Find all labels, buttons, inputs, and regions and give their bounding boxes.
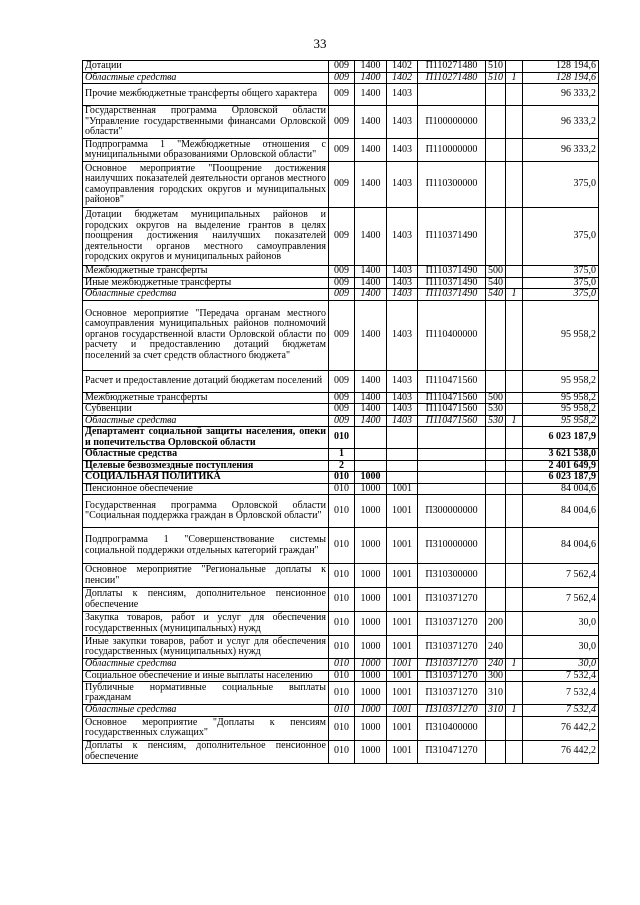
table-cell-name: Публичные нормативные социальные выплаты гражданам [83,682,329,705]
table-cell-subsection: 1001 [387,483,418,495]
table-cell-amount: 30,0 [523,612,599,636]
table-cell-target-article [418,84,486,106]
table-cell-grbs: 010 [329,682,355,705]
table-cell-expense-type: 510 [486,61,506,73]
table-cell-grbs: 010 [329,588,355,612]
table-row [83,740,599,763]
table-cell-target-article [418,460,486,472]
table-cell-section: 1000 [355,588,387,612]
table-cell-target-article: П110471560 [418,370,486,392]
table-row [83,472,599,484]
table-cell-grbs: 010 [329,636,355,659]
table-row [83,449,599,461]
table-cell-source [506,162,523,208]
table-cell-source [506,740,523,763]
table-cell-target-article: П300000000 [418,495,486,528]
table-cell-target-article: П310371270 [418,705,486,717]
table-cell-subsection: 1001 [387,705,418,717]
table-cell-section: 1400 [355,266,387,278]
table-cell-target-article: П110371490 [418,266,486,278]
table-row [83,266,599,278]
table-cell-target-article: П110471560 [418,404,486,416]
table-cell-section: 1000 [355,472,387,484]
table-cell-target-article: П310471270 [418,740,486,763]
table-row [83,564,599,588]
table-cell-expense-type [486,528,506,564]
table-cell-expense-type [486,162,506,208]
table-row [83,300,599,370]
table-cell-target-article: П310000000 [418,528,486,564]
table-cell-section: 1000 [355,740,387,763]
table-row [83,139,599,162]
table-cell-grbs: 010 [329,659,355,671]
table-cell-section: 1400 [355,300,387,370]
table-cell-name: Основное мероприятие "Региональные доплаты к пенсии" [83,564,329,588]
table-row [83,716,599,740]
table-cell-subsection: 1001 [387,564,418,588]
table-cell-target-article: П110271480 [418,72,486,84]
table-cell-grbs: 009 [329,300,355,370]
table-cell-source: 1 [506,415,523,427]
table-cell-expense-type: 530 [486,415,506,427]
table-cell-amount: 128 194,6 [523,61,599,73]
table-cell-amount: 95 958,2 [523,392,599,404]
table-row [83,495,599,528]
table-cell-name: Субвенции [83,404,329,416]
table-row [83,208,599,266]
table-cell-subsection: 1402 [387,72,418,84]
table-cell-grbs: 009 [329,266,355,278]
table-cell-expense-type: 500 [486,266,506,278]
table-cell-expense-type: 510 [486,72,506,84]
table-cell-subsection: 1403 [387,289,418,301]
table-cell-grbs: 009 [329,370,355,392]
table-cell-expense-type: 200 [486,612,506,636]
table-cell-source [506,716,523,740]
table-cell-target-article: П110300000 [418,162,486,208]
table-cell-name: Основное мероприятие "Передача органам местного самоуправления муниципальных районов полномочий органов государственной власти Орловской области по расчету и предоставлению дотаций бюджетам поселений за счет средств областного бюджета" [83,300,329,370]
table-cell-subsection: 1001 [387,588,418,612]
table-cell-section: 1400 [355,162,387,208]
table-cell-target-article: П110471560 [418,415,486,427]
table-cell-name: Иные межбюджетные трансферты [83,277,329,289]
table-cell-target-article: П310371270 [418,636,486,659]
table-cell-target-article: П110471560 [418,392,486,404]
table-cell-grbs: 010 [329,705,355,717]
table-cell-grbs: 009 [329,404,355,416]
table-cell-expense-type: 310 [486,705,506,717]
table-cell-name: Областные средства [83,72,329,84]
table-row [83,106,599,139]
table-cell-source [506,528,523,564]
table-cell-amount: 95 958,2 [523,300,599,370]
table-cell-amount: 96 333,2 [523,106,599,139]
table-cell-subsection: 1001 [387,716,418,740]
table-cell-expense-type: 240 [486,659,506,671]
table-cell-subsection: 1001 [387,659,418,671]
table-cell-grbs: 009 [329,106,355,139]
table-row [83,682,599,705]
table-cell-source [506,483,523,495]
table-cell-grbs: 009 [329,277,355,289]
table-cell-source: 1 [506,659,523,671]
table-cell-amount: 95 958,2 [523,370,599,392]
table-cell-expense-type [486,588,506,612]
table-cell-section: 1400 [355,208,387,266]
table-cell-name: Основное мероприятие "Доплаты к пенсиям государственных служащих" [83,716,329,740]
table-cell-subsection: 1001 [387,636,418,659]
table-cell-grbs: 010 [329,528,355,564]
table-cell-amount: 7 562,4 [523,588,599,612]
table-cell-amount: 6 023 187,9 [523,427,599,449]
table-cell-expense-type [486,449,506,461]
table-cell-amount: 30,0 [523,636,599,659]
table-cell-target-article: П110400000 [418,300,486,370]
table-cell-subsection: 1001 [387,740,418,763]
table-cell-expense-type: 540 [486,289,506,301]
table-cell-name: Доплаты к пенсиям, дополнительное пенсионное обеспечение [83,740,329,763]
table-cell-name: Областные средства [83,659,329,671]
table-cell-target-article: П310371270 [418,670,486,682]
table-cell-name: Дотации [83,61,329,73]
table-cell-expense-type: 530 [486,404,506,416]
table-cell-grbs: 009 [329,415,355,427]
table-cell-expense-type [486,460,506,472]
table-cell-amount: 7 562,4 [523,564,599,588]
table-cell-amount: 96 333,2 [523,84,599,106]
table-cell-section: 1000 [355,612,387,636]
table-cell-grbs: 010 [329,483,355,495]
budget-table [82,60,599,764]
table-cell-source: 1 [506,705,523,717]
table-cell-amount: 95 958,2 [523,404,599,416]
table-cell-amount: 84 004,6 [523,528,599,564]
table-row [83,404,599,416]
table-cell-expense-type: 240 [486,636,506,659]
table-cell-name: Пенсионное обеспечение [83,483,329,495]
table-row [83,528,599,564]
table-cell-grbs: 009 [329,392,355,404]
table-row [83,370,599,392]
table-cell-subsection: 1403 [387,370,418,392]
table-cell-target-article: П310371270 [418,588,486,612]
table-cell-target-article [418,472,486,484]
table-cell-source [506,139,523,162]
table-cell-source: 1 [506,289,523,301]
table-cell-section [355,449,387,461]
table-cell-source [506,564,523,588]
table-cell-expense-type: 300 [486,670,506,682]
table-cell-target-article: П310371270 [418,682,486,705]
table-row [83,415,599,427]
table-cell-grbs: 009 [329,139,355,162]
table-cell-amount: 7 532,4 [523,670,599,682]
table-cell-target-article: П100000000 [418,106,486,139]
table-cell-expense-type: 500 [486,392,506,404]
table-cell-subsection: 1403 [387,415,418,427]
table-cell-section [355,460,387,472]
table-cell-amount: 76 442,2 [523,740,599,763]
table-cell-target-article: П110371490 [418,277,486,289]
table-cell-amount: 96 333,2 [523,139,599,162]
table-cell-amount: 76 442,2 [523,716,599,740]
table-cell-subsection: 1403 [387,139,418,162]
table-cell-grbs: 010 [329,612,355,636]
table-cell-grbs: 009 [329,289,355,301]
table-cell-grbs: 010 [329,472,355,484]
table-cell-name: Основное мероприятие "Поощрение достижения наилучших показателей деятельности органов местного самоуправления городских округов и муниципальных районов" [83,162,329,208]
table-cell-expense-type [486,483,506,495]
table-cell-source [506,277,523,289]
table-cell-name: Межбюджетные трансферты [83,392,329,404]
table-row [83,427,599,449]
table-cell-subsection [387,449,418,461]
table-cell-source [506,460,523,472]
table-cell-amount: 3 621 538,0 [523,449,599,461]
table-cell-name: Областные средства [83,289,329,301]
table-cell-source [506,208,523,266]
table-cell-section: 1400 [355,61,387,73]
table-row [83,612,599,636]
table-cell-target-article: П110271480 [418,61,486,73]
table-cell-amount: 84 004,6 [523,495,599,528]
table-cell-source: 1 [506,72,523,84]
table-row [83,659,599,671]
table-cell-grbs: 1 [329,449,355,461]
table-cell-name: Областные средства [83,415,329,427]
table-row [83,61,599,73]
table-cell-subsection: 1403 [387,106,418,139]
table-cell-source [506,106,523,139]
table-cell-source [506,370,523,392]
table-cell-name: Дотации бюджетам муниципальных районов и городских округов на выделение грантов в целях поощрения достижения наилучших показателей деятельности органов местного самоуправления городских округов и муниципальных районов [83,208,329,266]
table-cell-expense-type [486,139,506,162]
table-row [83,162,599,208]
table-cell-target-article: П310300000 [418,564,486,588]
table-cell-name: Государственная программа Орловской области "Социальная поддержка граждан в Орловской области" [83,495,329,528]
table-cell-section: 1000 [355,659,387,671]
table-cell-section: 1400 [355,404,387,416]
table-cell-subsection: 1403 [387,277,418,289]
table-cell-expense-type [486,84,506,106]
table-cell-subsection: 1403 [387,300,418,370]
table-cell-amount: 128 194,6 [523,72,599,84]
table-row [83,277,599,289]
table-cell-target-article: П310400000 [418,716,486,740]
table-cell-source [506,266,523,278]
table-cell-target-article: П110000000 [418,139,486,162]
table-cell-grbs: 009 [329,61,355,73]
table-cell-grbs: 010 [329,427,355,449]
table-cell-name: Закупка товаров, работ и услуг для обеспечения государственных (муниципальных) нужд [83,612,329,636]
table-cell-grbs: 010 [329,670,355,682]
table-cell-name: Расчет и предоставление дотаций бюджетам поселений [83,370,329,392]
table-cell-target-article [418,483,486,495]
table-cell-name: Социальное обеспечение и иные выплаты населению [83,670,329,682]
table-body [83,61,599,764]
table-cell-name: Департамент социальной защиты населения, опеки и попечительства Орловской области [83,427,329,449]
table-cell-grbs: 009 [329,208,355,266]
table-cell-subsection: 1402 [387,61,418,73]
table-cell-section: 1400 [355,370,387,392]
table-cell-expense-type: 310 [486,682,506,705]
table-cell-amount: 375,0 [523,277,599,289]
table-cell-name: Государственная программа Орловской области "Управление государственными финансами Орловской области" [83,106,329,139]
table-cell-subsection [387,427,418,449]
table-cell-subsection: 1001 [387,528,418,564]
table-cell-source [506,588,523,612]
table-cell-section: 1000 [355,564,387,588]
table-cell-section: 1400 [355,289,387,301]
table-cell-section: 1000 [355,483,387,495]
table-cell-grbs: 009 [329,72,355,84]
table-cell-name: Целевые безвозмездные поступления [83,460,329,472]
table-cell-target-article: П310371270 [418,612,486,636]
table-cell-grbs: 010 [329,564,355,588]
table-row [83,289,599,301]
table-cell-amount: 7 532,4 [523,682,599,705]
table-row [83,460,599,472]
table-cell-source [506,682,523,705]
table-cell-grbs: 009 [329,84,355,106]
table-cell-name: Иные закупки товаров, работ и услуг для обеспечения государственных (муниципальных) нужд [83,636,329,659]
table-cell-expense-type [486,106,506,139]
table-cell-target-article: П310371270 [418,659,486,671]
table-cell-source [506,392,523,404]
table-cell-amount: 6 023 187,9 [523,472,599,484]
table-cell-amount: 2 401 649,9 [523,460,599,472]
table-cell-amount: 375,0 [523,208,599,266]
table-row [83,84,599,106]
table-cell-section: 1000 [355,716,387,740]
table-cell-target-article [418,427,486,449]
table-cell-subsection [387,460,418,472]
table-cell-subsection: 1403 [387,404,418,416]
table-cell-section: 1400 [355,139,387,162]
table-cell-section: 1400 [355,72,387,84]
table-cell-source [506,670,523,682]
table-cell-expense-type [486,300,506,370]
table-cell-amount: 375,0 [523,266,599,278]
page-number: 33 [313,36,327,51]
table-cell-expense-type [486,740,506,763]
table-cell-source [506,404,523,416]
table-cell-target-article: П110371490 [418,208,486,266]
table-cell-name: Доплаты к пенсиям, дополнительное пенсионное обеспечение [83,588,329,612]
table-cell-expense-type [486,370,506,392]
table-cell-source [506,449,523,461]
table-cell-subsection: 1001 [387,682,418,705]
table-cell-section: 1400 [355,392,387,404]
table-cell-name: Областные средства [83,705,329,717]
table-cell-target-article [418,449,486,461]
table-cell-amount: 95 958,2 [523,415,599,427]
table-row [83,483,599,495]
table-cell-name: Подпрограмма 1 "Межбюджетные отношения с муниципальными образованиями Орловской области" [83,139,329,162]
table-cell-grbs: 2 [329,460,355,472]
table-cell-grbs: 010 [329,495,355,528]
table-cell-subsection: 1403 [387,266,418,278]
table-cell-amount: 30,0 [523,659,599,671]
table-cell-subsection: 1001 [387,612,418,636]
table-cell-subsection: 1403 [387,162,418,208]
table-cell-source [506,84,523,106]
table-cell-section: 1000 [355,670,387,682]
table-cell-section: 1400 [355,277,387,289]
table-cell-subsection: 1403 [387,208,418,266]
table-cell-name: Прочие межбюджетные трансферты общего характера [83,84,329,106]
table-cell-section: 1000 [355,636,387,659]
table-cell-expense-type [486,472,506,484]
table-cell-grbs: 010 [329,740,355,763]
table-cell-amount: 7 532,4 [523,705,599,717]
table-row [83,588,599,612]
table-cell-source [506,472,523,484]
table-cell-section: 1000 [355,705,387,717]
table-row [83,72,599,84]
table-cell-source [506,612,523,636]
table-cell-amount: 84 004,6 [523,483,599,495]
table-cell-section: 1400 [355,106,387,139]
table-cell-name: Подпрограмма 1 "Совершенствование системы социальной поддержки отдельных категорий граждан" [83,528,329,564]
table-cell-expense-type [486,427,506,449]
table-cell-grbs: 009 [329,162,355,208]
table-cell-subsection: 1403 [387,84,418,106]
table-cell-amount: 375,0 [523,289,599,301]
table-cell-source [506,495,523,528]
table-cell-expense-type [486,716,506,740]
table-cell-expense-type [486,208,506,266]
table-row [83,670,599,682]
table-cell-subsection: 1403 [387,392,418,404]
table-row [83,636,599,659]
table-row [83,392,599,404]
table-cell-expense-type: 540 [486,277,506,289]
table-cell-name: Межбюджетные трансферты [83,266,329,278]
table-cell-section: 1000 [355,495,387,528]
table-cell-expense-type [486,495,506,528]
table-cell-subsection: 1001 [387,670,418,682]
table-cell-section: 1000 [355,528,387,564]
table-cell-subsection [387,472,418,484]
table-cell-section: 1000 [355,682,387,705]
table-row [83,705,599,717]
table-cell-subsection: 1001 [387,495,418,528]
table-cell-target-article: П110371490 [418,289,486,301]
table-cell-section [355,427,387,449]
table-cell-name: СОЦИАЛЬНАЯ ПОЛИТИКА [83,472,329,484]
table-cell-expense-type [486,564,506,588]
table-cell-source [506,300,523,370]
table-cell-section: 1400 [355,415,387,427]
table-cell-section: 1400 [355,84,387,106]
table-cell-amount: 375,0 [523,162,599,208]
table-cell-source [506,427,523,449]
table-cell-name: Областные средства [83,449,329,461]
table-cell-grbs: 010 [329,716,355,740]
table-cell-source [506,61,523,73]
table-cell-source [506,636,523,659]
